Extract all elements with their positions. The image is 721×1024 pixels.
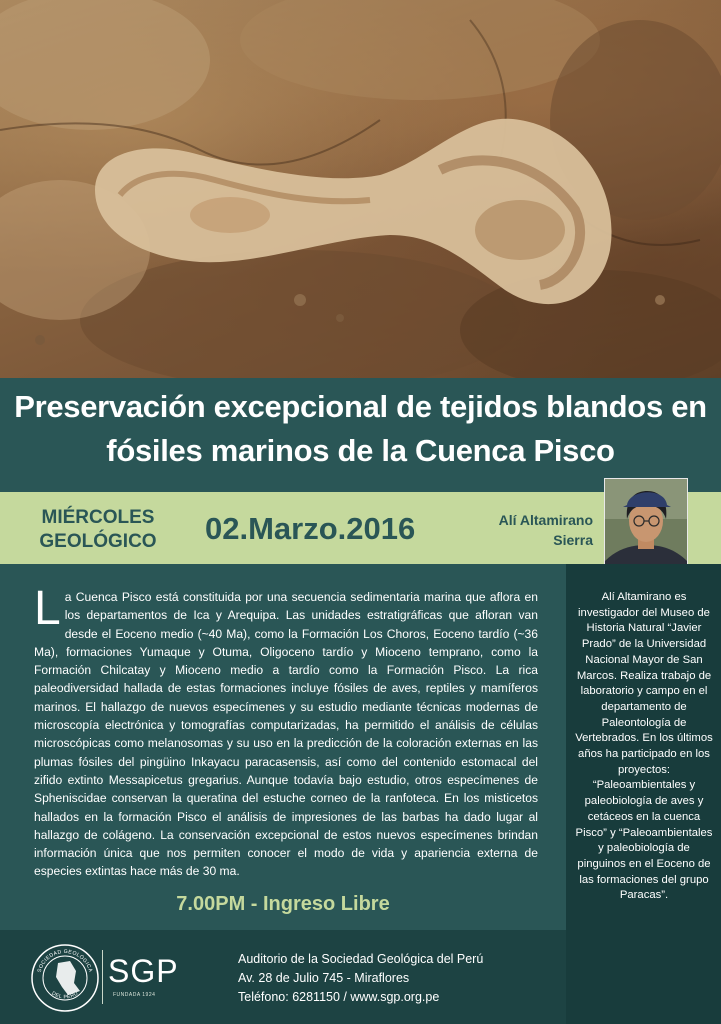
venue-address: [238, 950, 483, 1007]
address-line-2: Av. 28 de Julio 745 - Miraflores: [238, 971, 410, 985]
address-line-1: Auditorio de la Sociedad Geológica del Perú: [238, 952, 484, 966]
speaker-bio: Alí Altamirano es investigador del Museo de Historia Natural “Javier Prado” de la Universidad Nacional Mayor de San Marcos. Realiza trabajo de laboratorio y campo en el departamento de Paleontología de Vertebrados. En los últimos años ha participado en los proyectos: “Paleoambientales y paleobiología de aves y cetáceos en la cuenca Pisco” y “Paleoambientales y paleobiología de pinguinos en el Eoceno de las formaciones del grupo Paracas”.: [575, 591, 713, 902]
title-line-1: Preservación excepcional de tejidos blandos en: [14, 389, 707, 424]
event-name-line-1: MIÉRCOLES: [41, 507, 155, 528]
drop-cap: L: [34, 582, 61, 635]
sgp-founded: FUNDADA 1924: [113, 992, 156, 998]
sgp-logo-text: SGP: [108, 953, 179, 989]
footer-divider: [102, 950, 103, 1004]
seal-text-bottom: DEL PERÚ: [50, 990, 80, 1001]
abstract-text: [34, 582, 538, 881]
speaker-name: [499, 510, 593, 550]
event-date: 02.Marzo.2016: [205, 511, 416, 546]
address-line-3: Teléfono: 6281150 / www.sgp.org.pe: [238, 990, 440, 1004]
sgp-seal-icon: [30, 943, 100, 1013]
event-name-line-2: GEOLÓGICO: [39, 531, 157, 552]
abstract-body: a Cuenca Pisco está constituida por una secuencia sedimentaria marina que aflora en los departamentos de Ica y Arequipa. Las unidades estratigráficas que afloran van desde el Eoceno medio (~40 Ma), como la Formación Los Choros, Eoceno tardío (~36 Ma), formaciones Yumaque y Otuma, Oligoceno tardío y Mioceno temprano, como la Formación Chilcatay y Mioceno medio a tardío como la Formación Pisco. La rica paleodiversidad hallada de estas formaciones incluye fósiles de aves, reptiles y mamíferos marinos. El hallazgo de nuevos especímenes y su estudio mediante técnicas modernas de microscopía electrónica y tomografías computarizadas, ha permitido el análisis de células microscópicas como melanosomas y su uso en la predicción de la coloración externas en las plumas fósiles del pingüino Inkayacu paracasensis, así como del contenido estomacal del zifido extinto Messapicetus gregarius. Aunque todavía bajo estudio, otros especímenes de Spheniscidae conservan la queratina del estuche corneo de la ranfoteca. En los misticetos hallados en la formación Pisco el análisis de impresiones de las barbas ha dado lugar al hallazgo de colágeno. La conservación excepcional de estos nuevos especímenes brindan información única que nos permiten conocer el modo de vida y apariencia externa de especies extintas hace más de 30 ma.: [34, 590, 538, 879]
seal-text-top: SOCIEDAD GEOLÓGICA: [36, 948, 94, 974]
time-and-admission: 7.00PM - Ingreso Libre: [176, 893, 390, 915]
event-title: [0, 385, 721, 473]
event-series-name: [18, 506, 178, 554]
svg-text:DEL PERÚ: [50, 990, 79, 1001]
speaker-name-line-2: Sierra: [553, 532, 593, 548]
fossil-photo: [0, 0, 721, 378]
speaker-name-line-1: Alí Altamirano: [498, 512, 593, 528]
title-line-2: fósiles marinos de la Cuenca Pisco: [106, 433, 615, 468]
